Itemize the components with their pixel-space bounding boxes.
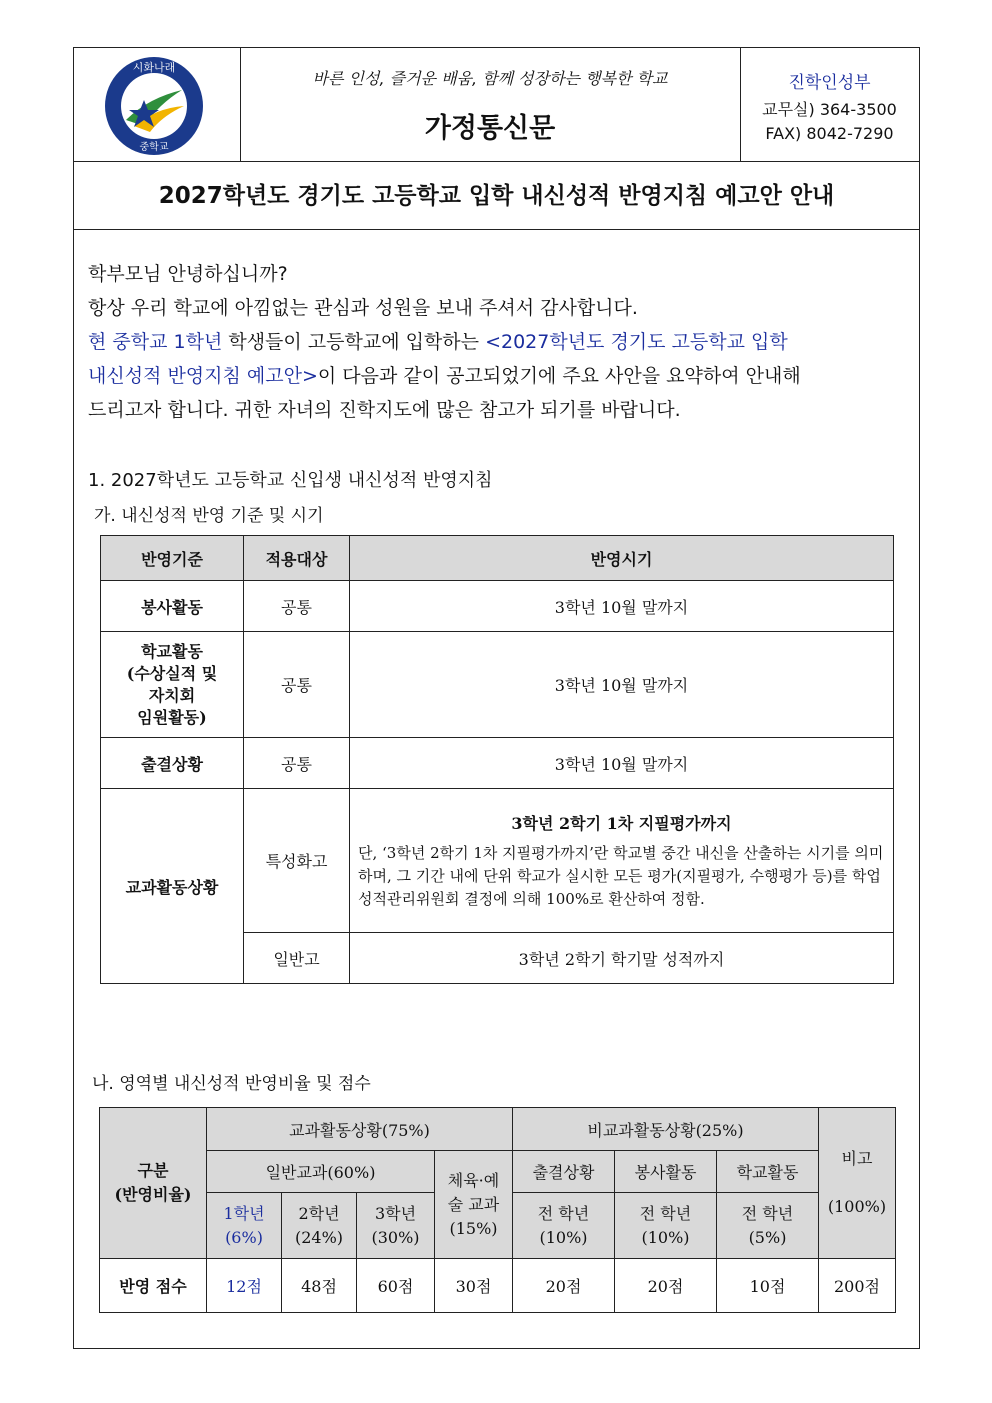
school-activity-header: 학교활동 (717, 1151, 819, 1193)
logo-text-top: 시화나래 (132, 61, 176, 74)
volunteer-header: 봉사활동 (615, 1151, 717, 1193)
note-header: 비고 (100%) (819, 1108, 896, 1259)
timing-note: 단, ‘3학년 2학기 1차 지필평가까지’란 학교별 중간 내신을 산출하는 시기를 의미하며, 그 기간 내에 단위 학교가 실시한 모든 평가(지필평가, 수행평가 등)를 학업성적관리위원회 결정에 의해 100%로 환산하여 정함. (358, 843, 884, 908)
timing-cell: 3학년 2학기 학기말 성적까지 (350, 933, 894, 984)
phone-number: 교무실) 364-3500 (762, 100, 897, 119)
table-header: 적용대상 (244, 536, 350, 581)
target-cell: 일반고 (244, 933, 350, 984)
category-header: 구분 (반영비율) (100, 1108, 207, 1259)
document-header (74, 48, 919, 162)
grade3-header: 3학년 (30%) (357, 1193, 435, 1259)
table-row (101, 581, 894, 632)
score-cell: 30점 (435, 1259, 513, 1313)
table-row (100, 1259, 896, 1313)
arts-header: 체육·예 술 교과 (15%) (435, 1151, 513, 1259)
criteria-table (100, 535, 894, 984)
contact-cell (740, 48, 919, 161)
logo-cell (74, 48, 241, 161)
subsection-heading: 나. 영역별 내신성적 반영비율 및 점수 (92, 1074, 371, 1094)
criterion-cell: 출결상황 (101, 738, 244, 789)
criterion-cell: 봉사활동 (101, 581, 244, 632)
highlight-text: 현 중학교 1학년 (88, 331, 223, 353)
grade2-header: 2학년 (24%) (282, 1193, 357, 1259)
timing-cell: 3학년 10월 말까지 (350, 632, 894, 738)
attendance-ratio: 전 학년 (10%) (513, 1193, 615, 1259)
intro-line: 드리고자 합니다. 귀한 자녀의 진학지도에 많은 참고가 되기를 바랍니다. (88, 399, 681, 421)
general-subject-header: 일반교과(60%) (207, 1151, 435, 1193)
score-label: 반영 점수 (100, 1259, 207, 1313)
school-logo (104, 56, 204, 156)
intro-line (88, 325, 908, 359)
logo-text-bottom: 중학교 (139, 142, 169, 153)
intro-text-span: 학생들이 고등학교에 입학하는 (222, 331, 486, 353)
criterion-cell: 교과활동상황 (101, 789, 244, 984)
document-type: 가정통신문 (424, 113, 556, 144)
grade1-header: 1학년 (6%) (207, 1193, 282, 1259)
table-header: 반영시기 (350, 536, 894, 581)
intro-line: 학부모님 안녕하십니까? (88, 263, 288, 285)
page-title: 2027학년도 경기도 고등학교 입학 내신성적 반영지침 예고안 안내 (158, 183, 835, 209)
score-cell: 12점 (207, 1259, 282, 1313)
target-cell: 공통 (244, 581, 350, 632)
score-cell: 20점 (513, 1259, 615, 1313)
criterion-cell: 학교활동 (수상실적 및 자치회 임원활동) (101, 632, 244, 738)
score-cell: 60점 (357, 1259, 435, 1313)
header-center (240, 48, 741, 161)
table-header: 반영기준 (101, 536, 244, 581)
intro-line (88, 359, 908, 393)
score-cell: 48점 (282, 1259, 357, 1313)
group-header: 비교과활동상황(25%) (513, 1108, 819, 1151)
document-frame (73, 47, 920, 1349)
target-cell: 공통 (244, 738, 350, 789)
timing-cell (350, 789, 894, 933)
score-cell: 20점 (615, 1259, 717, 1313)
intro-text (88, 257, 908, 427)
highlight-text: <2027학년도 경기도 고등학교 입학 (485, 331, 788, 353)
table-row (101, 632, 894, 738)
school-motto: 바른 인성, 즐거운 배움, 함께 성장하는 행복한 학교 (312, 69, 668, 88)
ratio-table (99, 1107, 896, 1313)
timing-cell: 3학년 10월 말까지 (350, 581, 894, 632)
title-row (74, 161, 919, 230)
timing-title: 3학년 2학기 1차 지필평가까지 (511, 813, 732, 833)
intro-line: 항상 우리 학교에 아낌없는 관심과 성원을 보내 주셔서 감사합니다. (88, 297, 638, 319)
highlight-text: 내신성적 반영지침 예고안> (88, 365, 318, 387)
volunteer-ratio: 전 학년 (10%) (615, 1193, 717, 1259)
target-cell: 공통 (244, 632, 350, 738)
school-ratio: 전 학년 (5%) (717, 1193, 819, 1259)
score-cell: 10점 (717, 1259, 819, 1313)
section-heading: 1. 2027학년도 고등학교 신입생 내신성적 반영지침 (88, 470, 493, 491)
subsection-heading: 가. 내신성적 반영 기준 및 시기 (94, 506, 324, 526)
department: 진학인성부 (788, 73, 871, 93)
attendance-header: 출결상황 (513, 1151, 615, 1193)
timing-cell: 3학년 10월 말까지 (350, 738, 894, 789)
table-row (101, 789, 894, 933)
fax-number: FAX) 8042-7290 (765, 124, 894, 143)
table-row (101, 738, 894, 789)
group-header: 교과활동상황(75%) (207, 1108, 513, 1151)
target-cell: 특성화고 (244, 789, 350, 933)
intro-text-span: 이 다음과 같이 공고되었기에 주요 사안을 요약하여 안내해 (317, 365, 801, 387)
score-cell: 200점 (819, 1259, 896, 1313)
